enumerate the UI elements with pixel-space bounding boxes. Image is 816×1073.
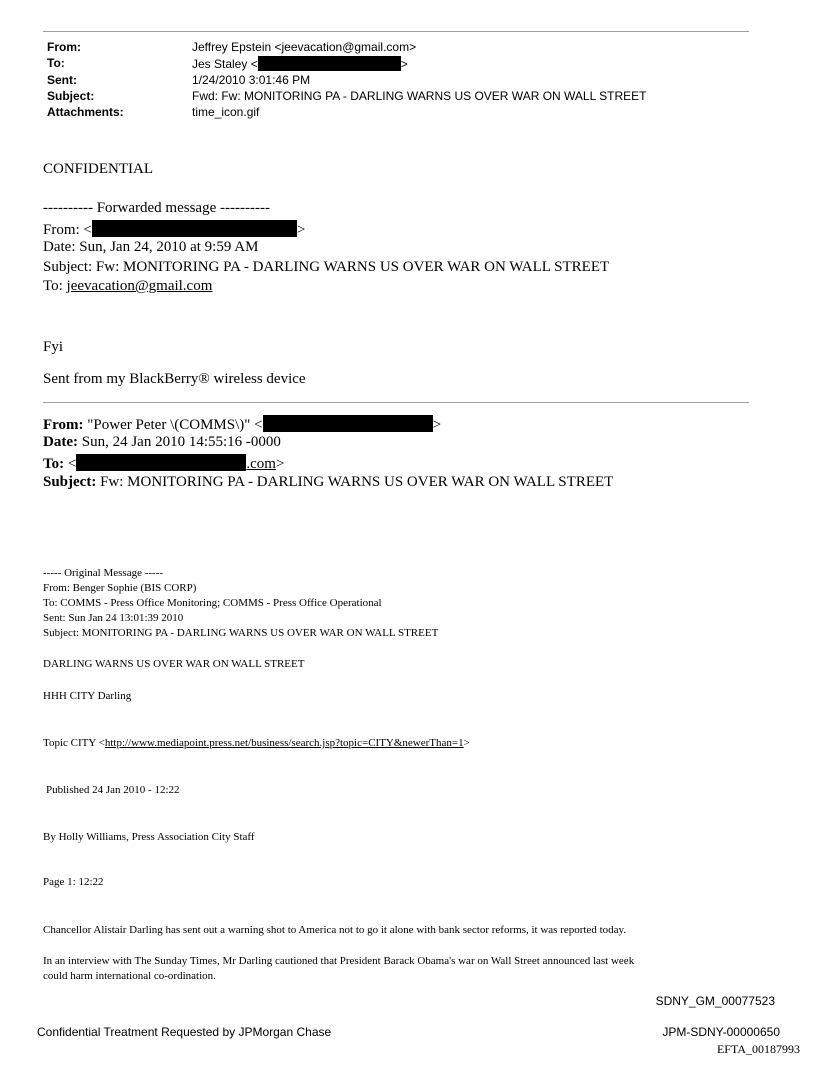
article-headline: DARLING WARNS US OVER WAR ON WALL STREET: [43, 658, 305, 670]
forwarded-subject: Subject: Fw: MONITORING PA - DARLING WARNS US OVER WAR ON WALL STREET: [43, 259, 610, 275]
inner-from-prefix: "Power Peter \(COMMS\)" <: [83, 417, 263, 433]
forwarded-from: [43, 220, 305, 239]
redaction-block: [263, 415, 433, 432]
header-to-label: To:: [47, 56, 65, 70]
header-from-value: Jeffrey Epstein <jeevacation@gmail.com>: [192, 40, 417, 54]
article-topic: [43, 737, 470, 749]
inner-subject: [43, 474, 613, 491]
header-subject-value: Fwd: Fw: MONITORING PA - DARLING WARNS US OVER WAR ON WALL STREET: [192, 89, 647, 103]
article-published: Published 24 Jan 2010 - 12:22: [46, 784, 180, 796]
forwarded-marker: ---------- Forwarded message ----------: [43, 200, 270, 216]
bates-number-jpm: JPM-SDNY-00000650: [662, 1025, 780, 1039]
efta-number: EFTA_00187993: [716, 1042, 800, 1056]
header-subject-label: Subject:: [47, 89, 95, 103]
inner-date-value: Sun, 24 Jan 2010 14:55:16 -0000: [77, 434, 281, 450]
inner-to-label: To:: [43, 456, 65, 472]
header-sent-value: 1/24/2010 3:01:46 PM: [192, 73, 311, 87]
article-tag: HHH CITY Darling: [43, 690, 132, 702]
inner-to-suffix: >: [275, 456, 285, 472]
header-from-label: From:: [47, 40, 81, 54]
confidential-treatment-note: Confidential Treatment Requested by JPMorgan Chase: [37, 1025, 332, 1039]
redaction-block: [258, 56, 401, 71]
header-sent-label: Sent:: [47, 73, 77, 87]
header-attachments-value: time_icon.gif: [192, 105, 260, 119]
original-from: From: Benger Sophie (BIS CORP): [43, 582, 197, 594]
inner-to-domain[interactable]: .com: [246, 456, 276, 472]
forwarded-to-prefix: To:: [43, 278, 67, 294]
original-sent: Sent: Sun Jan 24 13:01:39 2010: [43, 612, 184, 624]
header-to-value: [192, 56, 408, 71]
topic-prefix: Topic CITY <: [43, 737, 105, 749]
inner-from-suffix: >: [432, 417, 442, 433]
forwarded-to-email-link[interactable]: jeevacation@gmail.com: [66, 278, 213, 294]
top-divider: [43, 31, 749, 32]
forwarded-from-prefix: From: <: [43, 222, 92, 238]
original-to: To: COMMS - Press Office Monitoring; COMMS - Press Office Operational: [43, 597, 382, 609]
article-paragraph-2-line-2: could harm international co-ordination.: [43, 970, 216, 982]
inner-date: [43, 434, 281, 451]
article-page: Page 1: 12:22: [43, 876, 104, 888]
topic-url-link[interactable]: http://www.mediapoint.press.net/business/search.jsp?topic=CITY&newerThan=1: [104, 737, 464, 749]
header-to-suffix: >: [400, 57, 408, 71]
topic-suffix: >: [463, 737, 470, 749]
fyi-text: Fyi: [43, 339, 64, 355]
redaction-block: [92, 220, 297, 237]
inner-to: [43, 454, 284, 473]
sent-from-device: Sent from my BlackBerry® wireless device: [43, 371, 306, 387]
bates-number-gm: SDNY_GM_00077523: [655, 994, 775, 1008]
inner-subject-value: Fw: MONITORING PA - DARLING WARNS US OVER WAR ON WALL STREET: [96, 474, 614, 490]
original-subject: Subject: MONITORING PA - DARLING WARNS US OVER WAR ON WALL STREET: [43, 627, 439, 639]
inner-subject-label: Subject:: [43, 474, 97, 490]
forwarded-date: Date: Sun, Jan 24, 2010 at 9:59 AM: [43, 239, 259, 255]
inner-from-label: From:: [43, 417, 84, 433]
header-to-prefix: Jes Staley <: [192, 57, 258, 71]
inner-to-prefix: <: [64, 456, 77, 472]
article-paragraph-1: Chancellor Alistair Darling has sent out a warning shot to America not to go it alone with bank sector reforms, it was reported today.: [43, 924, 627, 936]
header-attachments-label: Attachments:: [47, 105, 124, 119]
inner-from: [43, 415, 441, 434]
redaction-block: [76, 454, 246, 471]
original-marker: ----- Original Message -----: [43, 567, 164, 579]
forwarded-to: [43, 278, 212, 295]
article-byline: By Holly Williams, Press Association City Staff: [43, 831, 255, 843]
forwarded-from-suffix: >: [296, 222, 306, 238]
inner-date-label: Date:: [43, 434, 78, 450]
mid-divider: [43, 402, 749, 403]
confidential-label: CONFIDENTIAL: [43, 161, 153, 177]
article-paragraph-2-line-1: In an interview with The Sunday Times, Mr Darling cautioned that President Barack Obama's war on Wall Street announced last week: [43, 955, 635, 967]
